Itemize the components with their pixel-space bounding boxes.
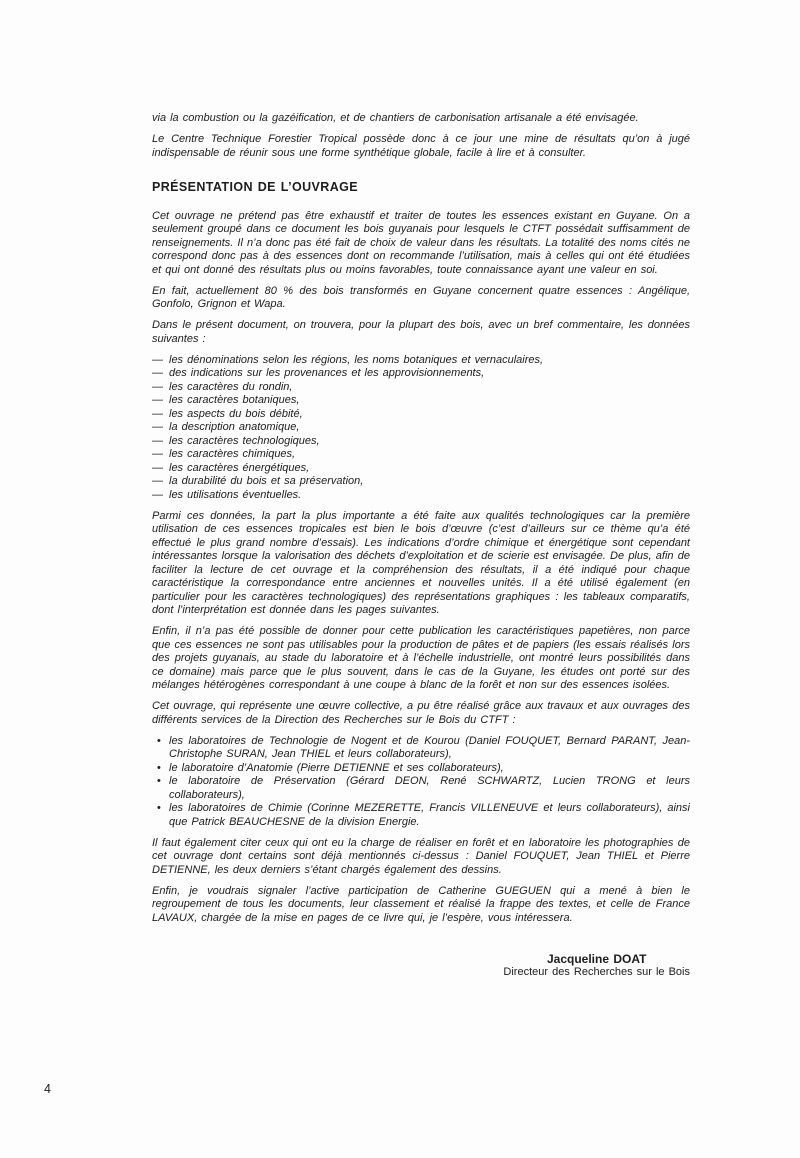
list-item-text: la durabilité du bois et sa préservation,: [169, 475, 364, 487]
list-item: [152, 381, 690, 395]
list-item: [152, 762, 690, 776]
dash-marker: —: [152, 448, 163, 460]
list-item: [152, 408, 690, 422]
dash-marker: —: [152, 461, 163, 474]
dash-marker: —: [152, 367, 163, 379]
list-item-text: le laboratoire d’Anatomie (Pierre DETIENNE et ses collaborateurs),: [169, 761, 504, 774]
body-paragraph: En fait, actuellement 80 % des bois transformés en Guyane concernent quatre essences : Angélique, Gonfolo, Grignon et Wapa.: [152, 284, 690, 310]
dash-marker: —: [152, 394, 163, 406]
list-item-text: les utilisations éventuelles.: [169, 488, 302, 501]
list-item: [152, 735, 690, 762]
list-item-text: les aspects du bois débité,: [169, 407, 303, 420]
list-item-text: la description anatomique,: [169, 421, 300, 433]
list-item-text: les laboratoires de Technologie de Nogent et de Kourou (Daniel FOUQUET, Bernard PARANT, Jean-Christophe SURAN, Jean THIEL et leurs collaborateurs),: [169, 734, 690, 760]
list-item-text: les caractères énergétiques,: [169, 461, 310, 474]
body-paragraph: Parmi ces données, la part la plus importante a été faite aux qualités technologiques car la première utilisation de ces essences tropicales est bien le bois d’œuvre (c’est d’ailleurs sur ce thème qu’a été effectué le plus grand nombre d’essais). Les indications d’ordre chimique et énergétique sont cependant intéressantes lorsque la valorisation des déchets d’exploitation et de scierie est envisagée. De plus, afin de faciliter la lecture de cet ouvrage et la compréhension des résultats, il a été indiqué pour chaque caractéristique la correspondance entre anciennes et nouvelles unités. Il a été utilisé également (en particulier pour les caractères technologiques) des représentations graphiques : les tableaux comparatifs, dont l’interprétation est donnée dans les pages suivantes.: [152, 509, 690, 616]
intro-paragraph: via la combustion ou la gazéification, et de chantiers de carbonisation artisanale a été envisagée.: [152, 112, 639, 124]
list-item: [152, 448, 690, 462]
list-item-text: les caractères chimiques,: [169, 448, 296, 460]
list-item-text: les laboratoires de Chimie (Corinne MEZERETTE, Francis VILLENEUVE et leurs collaborateurs), ainsi que Patrick BEAUCHESNE de la division Energie.: [169, 802, 690, 828]
body-paragraph: Dans le présent document, on trouvera, pour la plupart des bois, avec un bref commentaire, les données suivantes :: [152, 319, 690, 345]
list-item-text: le laboratoire de Préservation (Gérard DEON, René SCHWARTZ, Lucien TRONG et leurs collaborateurs),: [169, 775, 690, 801]
list-item-text: les caractères du rondin,: [169, 380, 293, 393]
list-item: [152, 462, 690, 476]
list-item-text: les dénominations selon les régions, les noms botaniques et vernaculaires,: [169, 353, 544, 366]
signature-block: [503, 952, 690, 980]
dash-marker: —: [152, 380, 163, 393]
dash-marker: —: [152, 475, 163, 487]
dash-marker: —: [152, 353, 163, 366]
list-item-text: des indications sur les provenances et les approvisionnements,: [169, 367, 485, 379]
list-item: [152, 802, 690, 829]
body-paragraph: Enfin, il n’a pas été possible de donner pour cette publication les caractéristiques papetières, non parce que ces essences ne sont pas utilisables pour la production de pâtes et de papiers (les essais réalisés lors des projets guyanais, au stade du laboratoire et à l’échelle industrielle, ont montré leurs possibilités dans ce domaine) mais parce que le plus souvent, dans le cas de la Guyane, les études ont porté sur des mélanges hétérogènes correspondant à une coupe à blanc de la forêt et non sur des essences isolées.: [152, 625, 690, 691]
section-heading: PRÉSENTATION DE L’OUVRAGE: [152, 180, 359, 194]
dash-marker: —: [152, 434, 163, 447]
page-number: 4: [44, 1082, 51, 1096]
list-item: [152, 435, 690, 449]
list-item: [152, 489, 690, 503]
list-item-text: les caractères technologiques,: [169, 434, 320, 447]
intro-paragraph: Le Centre Technique Forestier Tropical possède donc à ce jour une mine de résultats qu’on à jugé indispensable de réunir sous une forme synthétique globale, facile à lire et à consulter.: [152, 133, 690, 159]
body-paragraph: Cet ouvrage, qui représente une œuvre collective, a pu être réalisé grâce aux travaux et aux ouvrages des différents services de la Direction des Recherches sur le Bois du CTFT :: [152, 700, 690, 726]
list-item: [152, 394, 690, 408]
list-item: [152, 421, 690, 435]
body-paragraph: Cet ouvrage ne prétend pas être exhaustif et traiter de toutes les essences existant en Guyane. On a seulement groupé dans ce document les bois guyanais pour lesquels le CTFT possédait suffisamment de renseignements. Il n’a donc pas été fait de choix de valeur dans les résultats. La totalité des noms cités ne correspond donc pas à des essences dont on recommande l’utilisation, mais à celles qui ont été étudiées et qui ont donné des résultats plus ou moins favorables, toute connaissance ayant une valeur en soi.: [152, 209, 690, 276]
dash-marker: —: [152, 488, 163, 501]
signature-title: Directeur des Recherches sur le Bois: [503, 966, 690, 978]
bullet-marker: •: [157, 761, 161, 774]
text-column: [152, 112, 690, 980]
dash-marker: —: [152, 407, 163, 420]
list-item: [152, 354, 690, 368]
dash-marker: —: [152, 421, 163, 433]
bullet-list: [152, 735, 690, 830]
bullet-marker: •: [157, 734, 161, 747]
list-item-text: les caractères botaniques,: [169, 394, 300, 406]
bullet-marker: •: [157, 775, 161, 787]
body-paragraph: Enfin, je voudrais signaler l’active participation de Catherine GUEGUEN qui a mené à bien le regroupement de tous les documents, leur classement et réalisé la frappe des textes, et celle de France LAVAUX, chargée de la mise en pages de ce livre qui, je l’espère, vous intéressera.: [152, 884, 690, 924]
list-item: [152, 367, 690, 381]
list-item: [152, 475, 690, 489]
dash-list: [152, 354, 690, 503]
bullet-marker: •: [157, 802, 161, 814]
signature-name: Jacqueline DOAT: [546, 952, 647, 966]
body-paragraph: Il faut également citer ceux qui ont eu la charge de réaliser en forêt et en laboratoire les photographies de cet ouvrage dont certains sont déjà mentionnés ci-dessus : Daniel FOUQUET, Jean THIEL et Pierre DETIENNE, les deux derniers s’étant chargés également des dessins.: [152, 836, 690, 876]
list-item: [152, 775, 690, 802]
